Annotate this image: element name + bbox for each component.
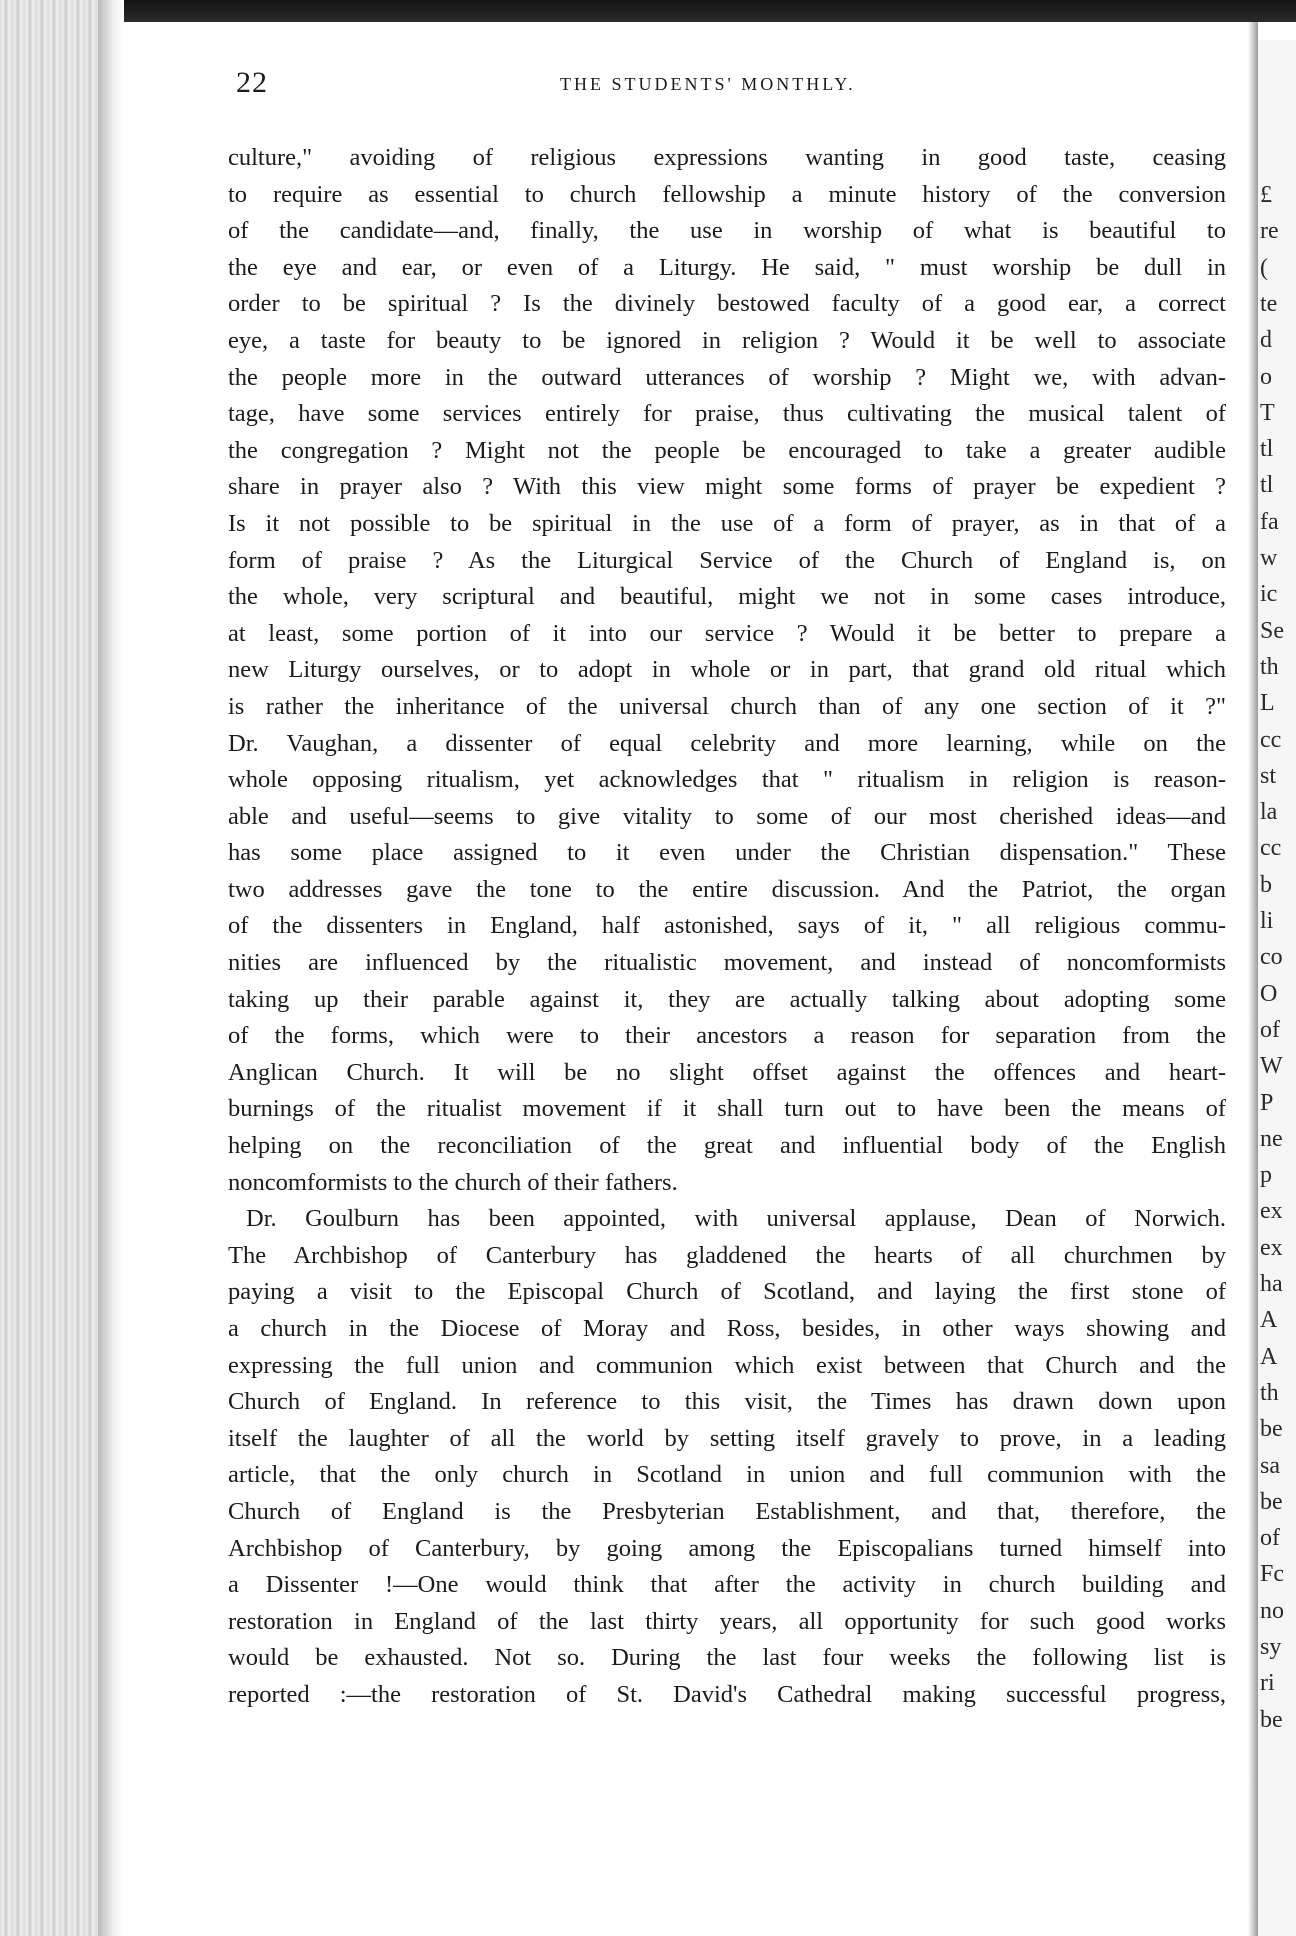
adjacent-page-fragment: re	[1260, 218, 1279, 245]
adjacent-page-fragment: o	[1260, 363, 1272, 390]
text-line: Dr. Vaughan, a dissenter of equal celebrity and more learning, while on the	[228, 729, 1226, 757]
adjacent-page-fragment: T	[1260, 399, 1275, 426]
adjacent-page-fragment: w	[1260, 545, 1278, 571]
running-title: THE STUDENTS' MONTHLY.	[560, 74, 856, 94]
text-line: noncomformists to the church of their fathers.	[228, 1168, 678, 1196]
adjacent-page-fragment: cc	[1260, 835, 1282, 862]
text-line: to require as essential to church fellowship a minute history of the conversion	[228, 180, 1226, 208]
text-line: article, that the only church in Scotland in union and full communion with the	[228, 1461, 1226, 1489]
page-gutter-shadow	[1248, 22, 1258, 1936]
text-line: Church of England is the Presbyterian Establishment, and that, therefore, the	[228, 1497, 1226, 1525]
adjacent-page-fragment: P	[1260, 1089, 1274, 1116]
binding-shadow	[98, 0, 124, 1936]
adjacent-page-fragment: ex	[1260, 1198, 1283, 1225]
text-line: tage, have some services entirely for praise, thus cultivating the musical talent of	[228, 400, 1226, 428]
adjacent-page-fragment: tl	[1260, 436, 1274, 463]
text-line: restoration in England of the last thirty years, all opportunity for such good works	[228, 1607, 1226, 1635]
text-line: order to be spiritual ? Is the divinely bestowed faculty of a good ear, a correct	[228, 290, 1226, 318]
text-line: of the forms, which were to their ancestors a reason for separation from the	[228, 1022, 1226, 1050]
text-line: has some place assigned to it even under the Christian dispensation." These	[228, 839, 1226, 867]
text-line: reported :—the restoration of St. David's Cathedral making successful progress,	[228, 1680, 1226, 1708]
text-line: burnings of the ritualist movement if it shall turn out to have been the means of	[228, 1095, 1226, 1123]
adjacent-page-fragment: A	[1260, 1307, 1278, 1334]
text-line: form of praise ? As the Liturgical Service of the Church of England is, on	[228, 546, 1226, 574]
text-line: the people more in the outward utterances of worship ? Might we, with advan-	[228, 363, 1226, 391]
text-line: culture," avoiding of religious expressions wanting in good taste, ceasing	[228, 144, 1226, 171]
adjacent-page-fragment: ic	[1260, 581, 1278, 608]
text-line: the whole, very scriptural and beautiful, might we not in some cases introduce,	[228, 583, 1226, 611]
adjacent-page-fragment: te	[1260, 290, 1278, 317]
text-line: Church of England. In reference to this visit, the Times has drawn down upon	[228, 1388, 1226, 1416]
adjacent-page-fragment: th	[1260, 653, 1279, 680]
adjacent-page-fragment: (	[1260, 254, 1268, 281]
text-line: new Liturgy ourselves, or to adopt in whole or in part, that grand old ritual which	[228, 656, 1226, 684]
adjacent-page-fragment: be	[1260, 1706, 1283, 1733]
adjacent-page-fragment: Se	[1260, 617, 1284, 644]
adjacent-page-fragment: A	[1260, 1343, 1278, 1370]
adjacent-page-fragment: ha	[1260, 1271, 1283, 1297]
adjacent-page-fragment: tl	[1260, 472, 1274, 499]
adjacent-page-fragment: ex	[1260, 1234, 1283, 1261]
adjacent-page-fragment: L	[1260, 690, 1275, 717]
page-number: 22	[236, 66, 268, 99]
adjacent-page-fragment: b	[1260, 871, 1272, 898]
text-line: of the dissenters in England, half astonished, says of it, " all religious commu-	[228, 912, 1226, 940]
text-line: nities are influenced by the ritualistic movement, and instead of noncomformists	[228, 949, 1226, 977]
adjacent-page-fragment: £	[1260, 182, 1272, 208]
text-line: the congregation ? Might not the people be encouraged to take a greater audible	[228, 436, 1226, 464]
text-line: itself the laughter of all the world by setting itself gravely to prove, in a leading	[228, 1424, 1226, 1452]
adjacent-page-fragment: of	[1260, 1525, 1280, 1552]
text-line: eye, a taste for beauty to be ignored in religion ? Would it be well to associate	[228, 326, 1226, 354]
text-line: a Dissenter !—One would think that after the activity in church building and	[228, 1571, 1226, 1599]
adjacent-page-fragment: cc	[1260, 726, 1282, 753]
text-line: Archbishop of Canterbury, by going among the Episcopalians turned himself into	[228, 1534, 1226, 1562]
adjacent-page-fragment: ri	[1260, 1670, 1275, 1697]
book-binding	[0, 0, 98, 1936]
adjacent-page-fragment: be	[1260, 1488, 1283, 1515]
text-line: would be exhausted. Not so. During the last four weeks the following list is	[228, 1644, 1226, 1672]
text-line: Dr. Goulburn has been appointed, with universal applause, Dean of Norwich.	[246, 1205, 1226, 1233]
adjacent-page-fragment: la	[1260, 799, 1278, 826]
text-line: The Archbishop of Canterbury has gladdened the hearts of all churchmen by	[228, 1241, 1226, 1269]
text-line: a church in the Diocese of Moray and Ross, besides, in other ways showing and	[228, 1315, 1226, 1342]
adjacent-page-fragment: be	[1260, 1416, 1283, 1443]
text-line: paying a visit to the Episcopal Church of Scotland, and laying the first stone of	[228, 1278, 1226, 1306]
adjacent-page-fragment: no	[1260, 1597, 1284, 1624]
text-line: taking up their parable against it, they are actually talking about adopting some	[228, 985, 1226, 1013]
adjacent-page-fragment: st	[1260, 762, 1277, 789]
text-line: at least, some portion of it into our service ? Would it be better to prepare a	[228, 619, 1226, 647]
text-line: the eye and ear, or even of a Liturgy. He said, " must worship be dull in	[228, 253, 1226, 281]
scan-top-border	[0, 0, 1296, 22]
text-line: share in prayer also ? With this view might some forms of prayer be expedient ?	[228, 473, 1226, 501]
adjacent-page-fragment: d	[1260, 327, 1272, 354]
text-line: Anglican Church. It will be no slight offset against the offences and heart-	[228, 1058, 1226, 1086]
adjacent-page-fragment: p	[1260, 1162, 1272, 1189]
adjacent-page-fragment: co	[1260, 944, 1283, 971]
text-line: whole opposing ritualism, yet acknowledges that " ritualism in religion is reason-	[228, 766, 1226, 794]
adjacent-page-fragment: sa	[1260, 1452, 1280, 1479]
adjacent-page-fragment: th	[1260, 1379, 1279, 1406]
text-line: helping on the reconciliation of the great and influential body of the English	[228, 1132, 1226, 1160]
text-line: expressing the full union and communion which exist between that Church and the	[228, 1351, 1226, 1379]
text-line: able and useful—seems to give vitality to some of our most cherished ideas—and	[228, 802, 1226, 830]
adjacent-page-fragment: fa	[1260, 508, 1279, 535]
text-line: is rather the inheritance of the universal church than of any one section of it ?"	[228, 692, 1226, 720]
adjacent-page-fragment: of	[1260, 1016, 1280, 1043]
adjacent-page-fragment: ne	[1260, 1125, 1283, 1152]
text-line: two addresses gave the tone to the entire discussion. And the Patriot, the organ	[228, 875, 1226, 903]
text-line: Is it not possible to be spiritual in the use of a form of prayer, as in that of a	[228, 509, 1226, 537]
text-line: of the candidate—and, finally, the use in worship of what is beautiful to	[228, 217, 1226, 245]
adjacent-page-edge	[1258, 40, 1296, 1936]
adjacent-page-fragment: sy	[1260, 1634, 1282, 1660]
adjacent-page-fragment: W	[1260, 1053, 1283, 1080]
adjacent-page-fragment: O	[1260, 980, 1278, 1007]
adjacent-page-fragment: Fc	[1260, 1561, 1284, 1588]
adjacent-page-fragment: li	[1260, 908, 1274, 934]
body-text	[228, 140, 1226, 1714]
